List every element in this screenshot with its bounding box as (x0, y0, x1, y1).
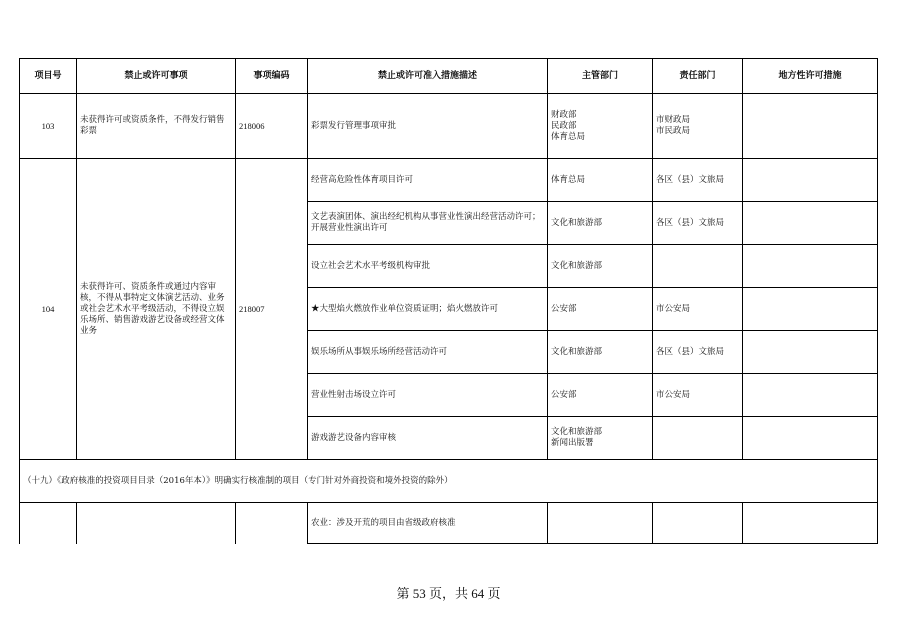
item-local-measure (743, 202, 878, 245)
item-competent-dept: 体育总局 (548, 159, 653, 202)
item-local-measure (743, 245, 878, 288)
item-local-measure (743, 159, 878, 202)
item-matter: 未获得许可、资质条件或通过内容审核，不得从事特定文体演艺活动、业务或社会艺术水平考级活动，不得设立娱乐场所、销售游戏游艺设备或经营文体业务 (77, 159, 236, 460)
section-heading-row (20, 460, 878, 503)
item-responsible-dept: 市公安局 (653, 374, 743, 417)
permit-table (19, 58, 878, 544)
item-local-measure (743, 374, 878, 417)
item-local-measure (743, 503, 878, 544)
item-responsible-dept: 各区（县）文旅局 (653, 331, 743, 374)
item-competent-dept (548, 503, 653, 544)
item-matter: 未获得许可或资质条件，不得发行销售彩票 (77, 94, 236, 159)
item-responsible-dept: 市财政局 市民政局 (653, 94, 743, 159)
item-measure: 经营高危险性体育项目许可 (308, 159, 548, 202)
item-local-measure (743, 94, 878, 159)
item-number: 104 (20, 159, 77, 460)
table-header-row (20, 59, 878, 94)
item-responsible-dept: 各区（县）文旅局 (653, 202, 743, 245)
item-measure: 营业性射击场设立许可 (308, 374, 548, 417)
section-heading: （十九）《政府核准的投资项目目录（2016年本）》明确实行核准制的项目（专门针对外商投资和境外投资的除外） (20, 460, 878, 503)
header-measure: 禁止或许可准入措施描述 (308, 59, 548, 94)
item-competent-dept: 文化和旅游部 (548, 245, 653, 288)
item-responsible-dept: 市公安局 (653, 288, 743, 331)
header-code: 事项编码 (236, 59, 308, 94)
header-item-no: 项目号 (20, 59, 77, 94)
empty-cell (236, 503, 308, 544)
table-row-103 (20, 94, 878, 159)
header-matter: 禁止或许可事项 (77, 59, 236, 94)
item-measure: 文艺表演团体、演出经纪机构从事营业性演出经营活动许可；开展营业性演出许可 (308, 202, 548, 245)
table-row-104-1 (20, 159, 878, 202)
item-measure: 娱乐场所从事娱乐场所经营活动许可 (308, 331, 548, 374)
header-local-measure: 地方性许可措施 (743, 59, 878, 94)
item-measure: 游戏游艺设备内容审核 (308, 417, 548, 460)
item-responsible-dept (653, 245, 743, 288)
item-responsible-dept: 各区（县）文旅局 (653, 159, 743, 202)
empty-cell (77, 503, 236, 544)
table-row-agriculture (20, 503, 878, 544)
item-competent-dept: 文化和旅游部 新闻出版署 (548, 417, 653, 460)
item-code: 218007 (236, 159, 308, 460)
page-number: 第 53 页，共 64 页 (396, 586, 501, 601)
empty-cell (20, 503, 77, 544)
item-competent-dept: 文化和旅游部 (548, 202, 653, 245)
item-competent-dept: 公安部 (548, 288, 653, 331)
item-measure: 彩票发行管理事项审批 (308, 94, 548, 159)
item-local-measure (743, 417, 878, 460)
item-competent-dept: 财政部 民政部 体育总局 (548, 94, 653, 159)
item-responsible-dept (653, 503, 743, 544)
header-competent-dept: 主管部门 (548, 59, 653, 94)
item-measure: 农业：涉及开荒的项目由省级政府核准 (308, 503, 548, 544)
item-local-measure (743, 288, 878, 331)
item-responsible-dept (653, 417, 743, 460)
item-number: 103 (20, 94, 77, 159)
item-local-measure (743, 331, 878, 374)
item-measure: ★大型焰火燃放作业单位资质证明；焰火燃放许可 (308, 288, 548, 331)
item-code: 218006 (236, 94, 308, 159)
header-responsible-dept: 责任部门 (653, 59, 743, 94)
item-competent-dept: 公安部 (548, 374, 653, 417)
item-measure: 设立社会艺术水平考级机构审批 (308, 245, 548, 288)
item-competent-dept: 文化和旅游部 (548, 331, 653, 374)
